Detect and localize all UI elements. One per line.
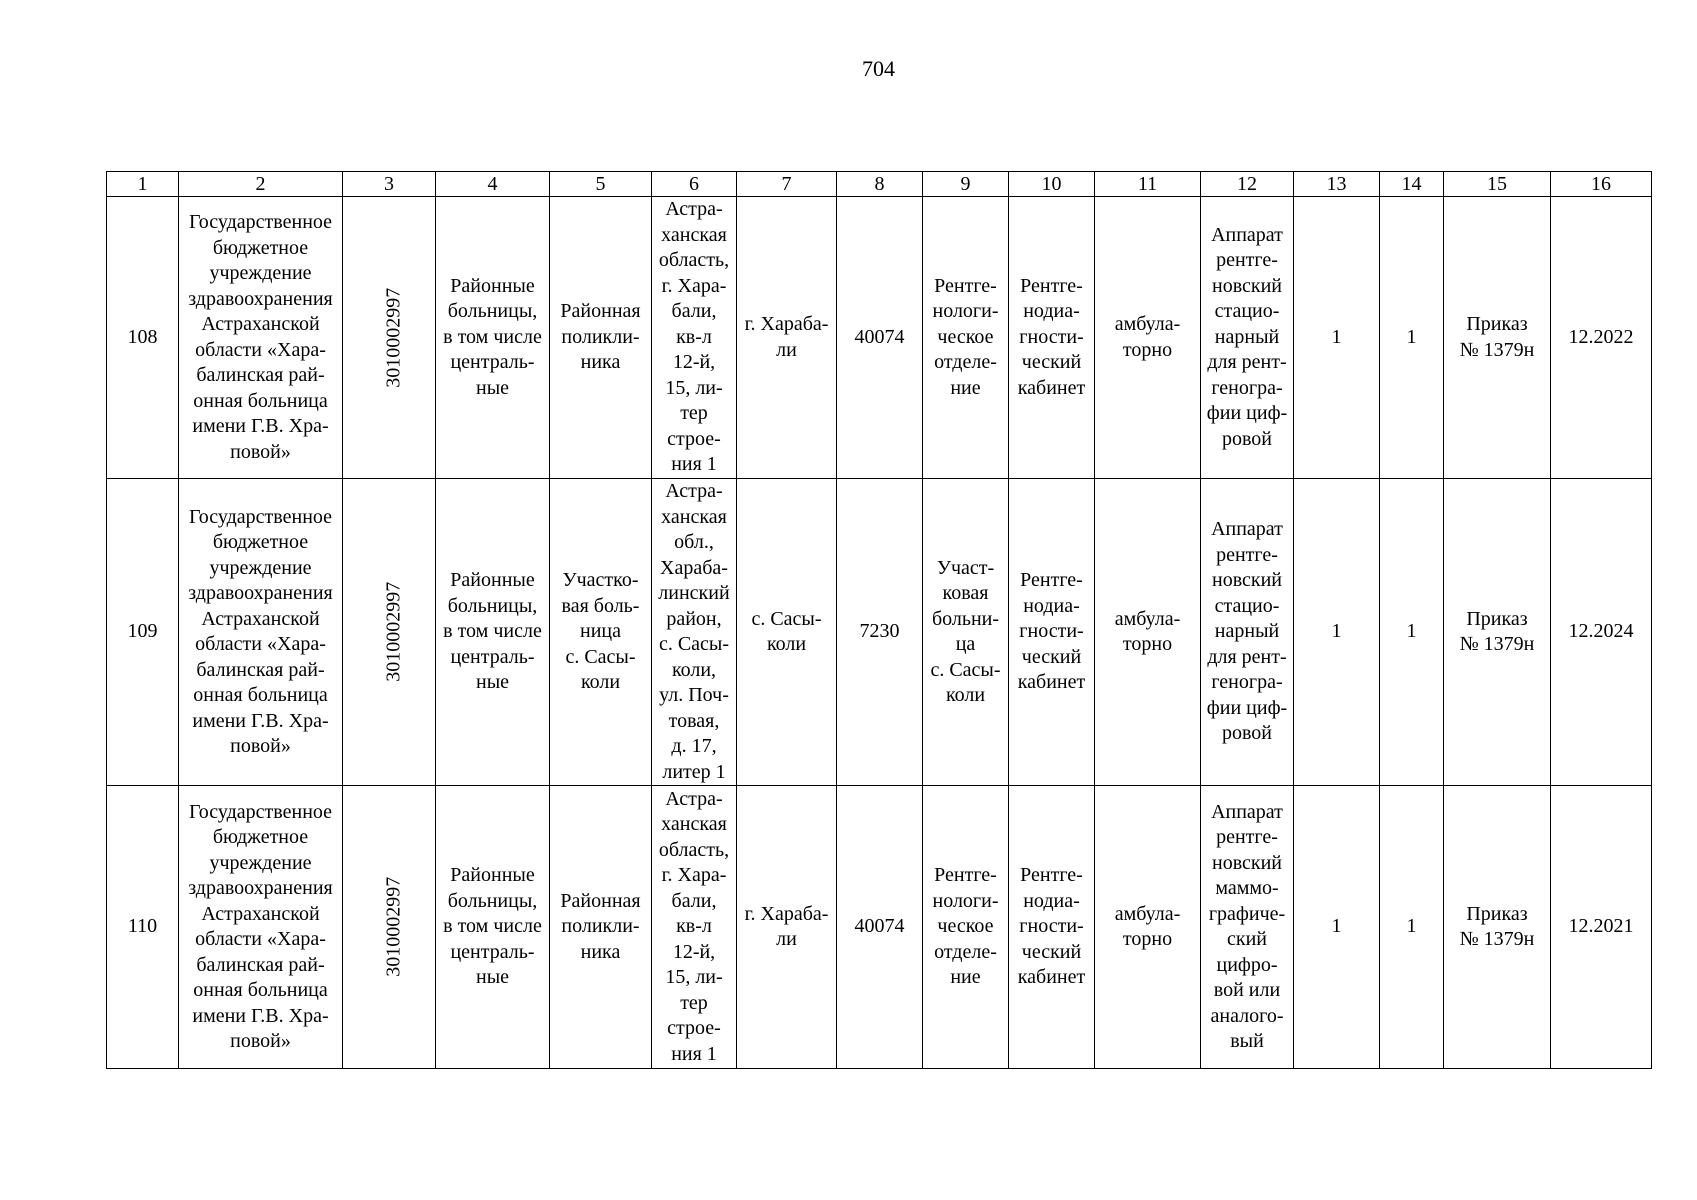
page-number: 704 (862, 56, 895, 81)
row-number-cell (107, 479, 179, 786)
care-mode-cell (1095, 197, 1201, 479)
column-header: 13 (1294, 172, 1380, 197)
population-cell (837, 197, 923, 479)
count-cell (1380, 479, 1444, 786)
quantity-cell (1294, 479, 1380, 786)
organization-cell (179, 197, 343, 479)
address: Астра- ханская область, г. Хара- бали, кв-л 12-й, 15, ли- тер строе- ния 1 (658, 787, 730, 1065)
registry-table (106, 171, 1652, 1069)
column-header: 15 (1444, 172, 1551, 197)
table-row (107, 197, 1652, 479)
column-header: 14 (1380, 172, 1444, 197)
locality-cell (737, 786, 837, 1069)
row-number: 110 (127, 915, 158, 938)
equipment: Аппарат рентге- новский стацио- нарный для рент- геногра- фии циф- ровой (1206, 223, 1288, 450)
equipment: Аппарат рентге- новский маммо- графиче- ский цифро- вой или аналого- вый (1208, 800, 1286, 1052)
quantity: 1 (1331, 620, 1342, 643)
order-cell (1444, 786, 1551, 1069)
cabinet-cell (1009, 479, 1095, 786)
column-header: 2 (179, 172, 343, 197)
row-number: 109 (127, 620, 158, 643)
address: Астра- ханская обл., Хараба- линский район, с. Сасы- коли, ул. Поч- товая, д. 17, литер 1 (658, 480, 730, 783)
population-cell (837, 786, 923, 1069)
date-cell (1551, 479, 1652, 786)
population: 7230 (859, 620, 900, 643)
column-header: 9 (923, 172, 1009, 197)
address: Астра- ханская область, г. Хара- бали, кв-л 12-й, 15, ли- тер строе- ния 1 (658, 198, 730, 476)
org-type: Районные больницы, в том числе централь- ные (443, 569, 542, 694)
column-header: 5 (550, 172, 652, 197)
care-mode-cell (1095, 786, 1201, 1069)
quantity-cell (1294, 197, 1380, 479)
order-cell (1444, 479, 1551, 786)
inn-cell (343, 786, 436, 1069)
column-header: 3 (343, 172, 436, 197)
date: 12.2024 (1568, 620, 1634, 643)
org-type-cell (436, 197, 550, 479)
table-header-row (107, 172, 1652, 197)
locality: с. Сасы- коли (751, 607, 822, 655)
count-cell (1380, 197, 1444, 479)
locality: г. Хараба- ли (744, 313, 829, 361)
unit-name: Районная поликли- ника (560, 889, 641, 963)
org-type: Районные больницы, в том числе централь- ные (443, 864, 542, 989)
department-cell (923, 197, 1009, 479)
cabinet-cell (1009, 197, 1095, 479)
inn-cell (343, 479, 436, 786)
order: Приказ № 1379н (1459, 902, 1535, 950)
locality: г. Хараба- ли (744, 902, 829, 950)
department: Рентге- нологи- ческое отделе- ние (932, 274, 999, 399)
population-cell (837, 479, 923, 786)
date: 12.2021 (1568, 915, 1634, 938)
unit-cell (550, 479, 652, 786)
care-mode: амбула- торно (1114, 902, 1181, 950)
locality-cell (737, 479, 837, 786)
unit-cell (550, 197, 652, 479)
address-cell (652, 479, 737, 786)
address-cell (652, 197, 737, 479)
address-cell (652, 786, 737, 1069)
count: 1 (1406, 915, 1417, 938)
org-type-cell (436, 479, 550, 786)
org-type: Районные больницы, в том числе централь- ные (443, 274, 542, 399)
row-number-cell (107, 197, 179, 479)
table-row (107, 786, 1652, 1069)
order: Приказ № 1379н (1459, 607, 1535, 655)
quantity: 1 (1331, 325, 1342, 348)
row-number: 108 (127, 325, 158, 348)
cabinet: Рентге- нодиа- гности- ческий кабинет (1017, 274, 1086, 399)
column-header: 4 (436, 172, 550, 197)
care-mode: амбула- торно (1114, 313, 1181, 361)
quantity: 1 (1331, 915, 1342, 938)
row-number-cell (107, 786, 179, 1069)
quantity-cell (1294, 786, 1380, 1069)
inn-value: 3010002997 (382, 582, 405, 682)
count: 1 (1406, 620, 1417, 643)
column-header: 10 (1009, 172, 1095, 197)
equipment: Аппарат рентге- новский стацио- нарный для рент- геногра- фии циф- ровой (1206, 518, 1288, 745)
equipment-cell (1201, 479, 1294, 786)
equipment-cell (1201, 197, 1294, 479)
locality-cell (737, 197, 837, 479)
count-cell (1380, 786, 1444, 1069)
unit-name: Районная поликли- ника (560, 300, 641, 374)
column-header: 1 (107, 172, 179, 197)
column-header: 7 (737, 172, 837, 197)
column-header: 6 (652, 172, 737, 197)
date-cell (1551, 197, 1652, 479)
department: Участ- ковая больни- ца с. Сасы- коли (930, 556, 1001, 706)
order: Приказ № 1379н (1459, 313, 1535, 361)
equipment-cell (1201, 786, 1294, 1069)
inn-value: 3010002997 (382, 287, 405, 388)
unit-cell (550, 786, 652, 1069)
department: Рентге- нологи- ческое отделе- ние (932, 864, 999, 989)
organization-name: Государственное бюджетное учреждение здравоохранения Астраханской области «Хара- балинская рай- онная больница имени Г.В. Хра- повой» (188, 505, 333, 757)
org-type-cell (436, 786, 550, 1069)
population: 40074 (854, 325, 905, 348)
column-header: 8 (837, 172, 923, 197)
organization-cell (179, 479, 343, 786)
cabinet: Рентге- нодиа- гности- ческий кабинет (1017, 569, 1086, 694)
cabinet-cell (1009, 786, 1095, 1069)
care-mode: амбула- торно (1114, 607, 1181, 655)
date: 12.2022 (1568, 325, 1634, 348)
column-header: 12 (1201, 172, 1294, 197)
column-header: 11 (1095, 172, 1201, 197)
table-row (107, 479, 1652, 786)
inn-cell (343, 197, 436, 479)
organization-name: Государственное бюджетное учреждение здравоохранения Астраханской области «Хара- балинская рай- онная больница имени Г.В. Хра- повой» (188, 211, 333, 463)
date-cell (1551, 786, 1652, 1069)
organization-name: Государственное бюджетное учреждение здравоохранения Астраханской области «Хара- балинская рай- онная больница имени Г.В. Хра- повой» (188, 800, 333, 1052)
order-cell (1444, 197, 1551, 479)
population: 40074 (854, 915, 905, 938)
column-header: 16 (1551, 172, 1652, 197)
department-cell (923, 786, 1009, 1069)
unit-name: Участко- вая боль- ница с. Сасы- коли (561, 569, 640, 694)
care-mode-cell (1095, 479, 1201, 786)
cabinet: Рентге- нодиа- гности- ческий кабинет (1017, 864, 1086, 989)
inn-value: 3010002997 (382, 877, 405, 977)
count: 1 (1406, 325, 1417, 348)
department-cell (923, 479, 1009, 786)
organization-cell (179, 786, 343, 1069)
